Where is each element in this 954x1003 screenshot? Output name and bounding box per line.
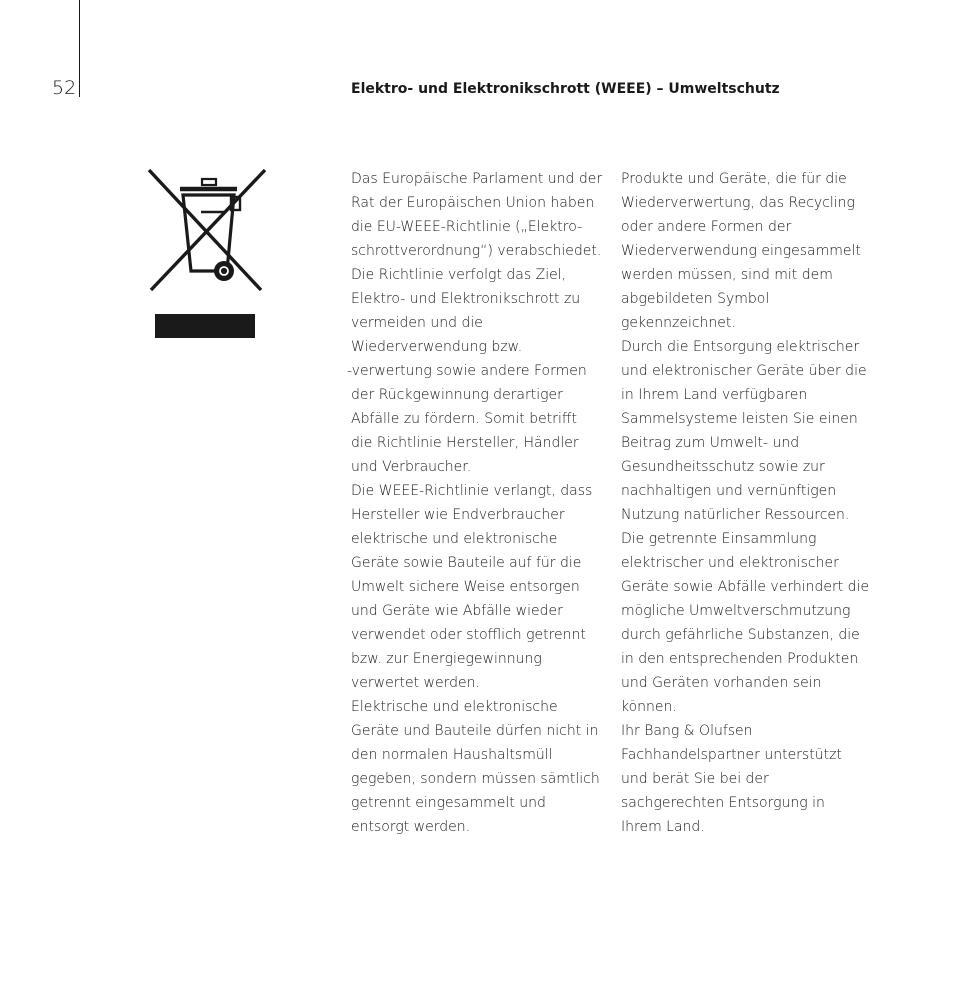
text-line: Wiederverwendung eingesammelt [621, 243, 861, 259]
text-column-right [621, 167, 883, 839]
text-line: in den entsprechenden Produkten [621, 651, 859, 667]
text-line: gegeben, sondern müssen sämtlich [351, 771, 600, 787]
page-number: 52 [52, 77, 77, 99]
crossed-out-wheelie-bin-icon [147, 168, 267, 294]
text-line: in Ihrem Land verfügbaren [621, 387, 808, 403]
text-line: Rat der Europäischen Union haben [351, 195, 595, 211]
text-line: getrennt eingesammelt und [351, 795, 546, 811]
text-line: vermeiden und die [351, 315, 483, 331]
text-line: Sammelsysteme leisten Sie einen [621, 411, 858, 427]
text-line: Fachhandelspartner unterstützt [621, 747, 842, 763]
text-line: -verwertung sowie andere Formen [347, 363, 587, 379]
text-line: und Geräten vorhanden sein [621, 675, 822, 691]
text-line: entsorgt werden. [351, 819, 471, 835]
text-line: mögliche Umweltverschmutzung [621, 603, 851, 619]
text-line: den normalen Haushaltsmüll [351, 747, 553, 763]
text-line: Produkte und Geräte, die für die [621, 171, 847, 187]
text-column-left [347, 167, 613, 839]
text-line: Elektro- und Elektronikschrott zu [351, 291, 581, 307]
text-line: und berät Sie bei der [621, 771, 769, 787]
text-line: Gesundheitsschutz sowie zur [621, 459, 825, 475]
text-line: und elektronischer Geräte über die [621, 363, 867, 379]
text-line: Wiederverwertung, das Recycling [621, 195, 855, 211]
text-line: Wiederverwendung bzw. [351, 339, 523, 355]
text-line: die Richtlinie Hersteller, Händler [351, 435, 579, 451]
text-line: sachgerechten Entsorgung in [621, 795, 825, 811]
text-line: Geräte und Bauteile dürfen nicht in [351, 723, 599, 739]
text-line: nachhaltigen und vernünftigen [621, 483, 837, 499]
text-line: Das Europäische Parlament und der [351, 171, 603, 187]
text-line: die EU-WEEE-Richtlinie („Elektro- [351, 219, 583, 235]
text-line: Geräte sowie Bauteile auf für die [351, 555, 582, 571]
text-line: bzw. zur Energiegewinnung [351, 651, 542, 667]
margin-rule [79, 0, 80, 97]
symbol-underline-bar [155, 314, 255, 338]
text-line: abgebildeten Symbol [621, 291, 770, 307]
text-line: Umwelt sichere Weise entsorgen [351, 579, 580, 595]
text-line: Abfälle zu fördern. Somit betrifft [351, 411, 577, 427]
text-line: Die WEEE-Richtlinie verlangt, dass [351, 483, 593, 499]
text-line: Ihr Bang & Olufsen [621, 723, 753, 739]
page-title: Elektro- und Elektronikschrott (WEEE) – Umweltschutz [351, 81, 780, 97]
text-line: schrottverordnung“) verabschiedet. [351, 243, 602, 259]
text-line: Beitrag zum Umwelt- und [621, 435, 800, 451]
text-line: Durch die Entsorgung elektrischer [621, 339, 860, 355]
text-line: verwertet werden. [351, 675, 480, 691]
text-line: Hersteller wie Endverbraucher [351, 507, 565, 523]
text-line: Die getrennte Einsammlung [621, 531, 817, 547]
text-line: und Verbraucher. [351, 459, 472, 475]
text-line: Die Richtlinie verfolgt das Ziel, [351, 267, 567, 283]
text-line: Geräte sowie Abfälle verhindert die [621, 579, 870, 595]
text-line: können. [621, 699, 677, 715]
text-line: der Rückgewinnung derartiger [351, 387, 563, 403]
text-line: elektrischer und elektronischer [621, 555, 839, 571]
text-line: und Geräte wie Abfälle wieder [351, 603, 563, 619]
text-line: verwendet oder stofflich getrennt [351, 627, 586, 643]
text-line: Elektrische und elektronische [351, 699, 558, 715]
text-line: elektrische und elektronische [351, 531, 558, 547]
text-line: oder andere Formen der [621, 219, 792, 235]
text-line: werden müssen, sind mit dem [621, 267, 833, 283]
text-line: gekennzeichnet. [621, 315, 736, 331]
text-line: Nutzung natürlicher Ressourcen. [621, 507, 850, 523]
text-line: durch gefährliche Substanzen, die [621, 627, 860, 643]
text-line: Ihrem Land. [621, 819, 705, 835]
